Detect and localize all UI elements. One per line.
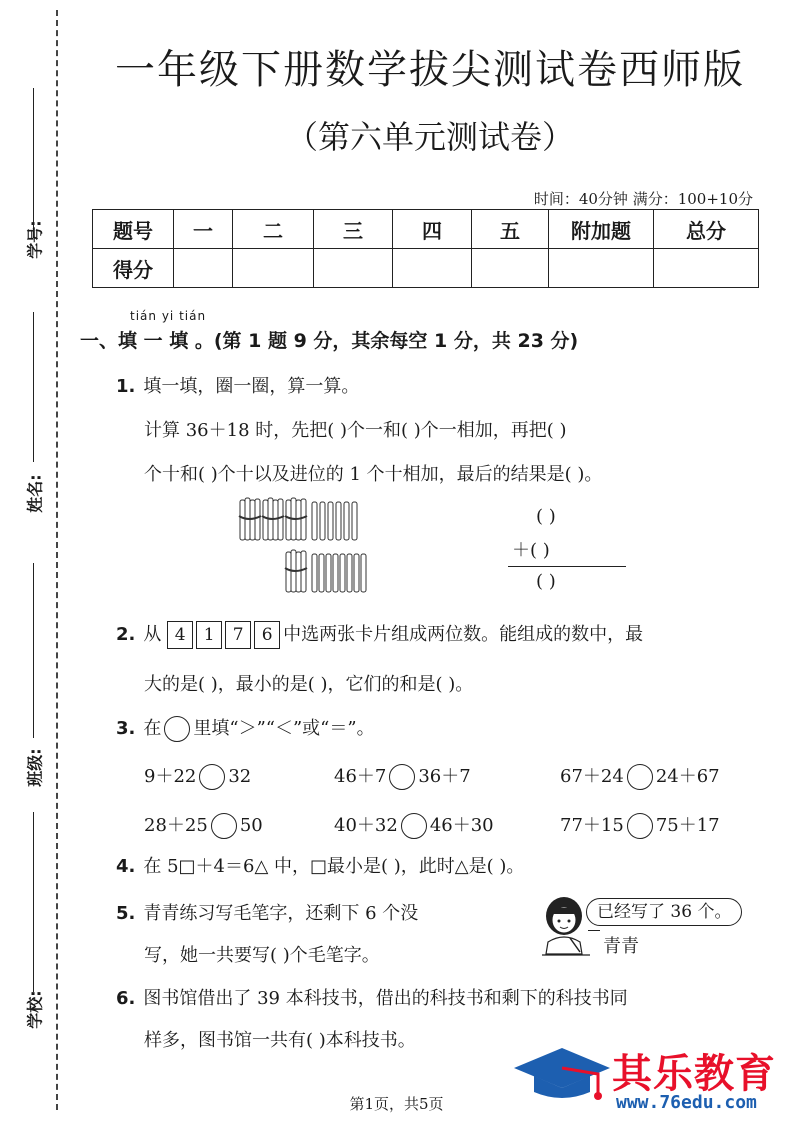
compare-right: 75＋17 <box>655 815 720 836</box>
score-cell[interactable] <box>472 249 549 288</box>
compare-item <box>334 762 471 790</box>
student-id-line <box>33 88 34 238</box>
question-5-text: 青青练习写毛笔字，还剩下 6 个没 <box>143 903 419 924</box>
speech-bubble: 已经写了 36 个。 <box>586 898 742 926</box>
question-number: 4. <box>116 856 136 877</box>
compare-right: 50 <box>239 815 263 836</box>
score-header-row <box>93 210 759 249</box>
class-label: 班级: <box>25 748 45 787</box>
school-line <box>33 812 34 992</box>
score-row-label: 得分 <box>93 249 174 288</box>
question-2-prefix: 从 <box>143 624 162 645</box>
compare-circle[interactable] <box>627 764 653 790</box>
compare-circle[interactable] <box>389 764 415 790</box>
question-3-suffix: 里填“＞”“＜”或“＝”。 <box>193 718 375 739</box>
student-id-label: 学号: <box>25 220 45 259</box>
score-header-cell: 二 <box>233 210 314 249</box>
question-1-line1: 计算 36＋18 时，先把( )个一和( )个一相加，再把( ) <box>144 420 567 441</box>
score-cell[interactable] <box>549 249 654 288</box>
calc-row-2[interactable]: ＋( ) <box>512 540 550 561</box>
section-heading: 一、填 一 填 。(第 1 题 9 分，其余每空 1 分，共 23 分) <box>80 330 579 352</box>
question-4-text: 在 5□＋4＝6△ 中，□最小是( )，此时△是( )。 <box>143 856 525 877</box>
compare-circle[interactable] <box>627 813 653 839</box>
score-header-cell: 附加题 <box>549 210 654 249</box>
compare-right: 46＋30 <box>429 815 494 836</box>
score-cell[interactable] <box>174 249 233 288</box>
question-number: 2. <box>116 624 136 645</box>
compare-item <box>560 811 720 839</box>
circle-icon <box>164 716 190 742</box>
score-cell[interactable] <box>314 249 393 288</box>
compare-left: 46＋7 <box>334 766 387 787</box>
page-title: 一年级下册数学拔尖测试卷西师版 <box>115 47 745 93</box>
score-header-cell: 四 <box>393 210 472 249</box>
class-line <box>33 563 34 738</box>
score-cell[interactable] <box>393 249 472 288</box>
sticks-svg <box>238 496 368 596</box>
score-header-cell: 题号 <box>93 210 174 249</box>
compare-left: 28＋25 <box>144 815 208 836</box>
compare-left: 40＋32 <box>334 815 398 836</box>
number-cards <box>167 621 283 649</box>
score-header-cell: 三 <box>314 210 393 249</box>
number-card: 4 <box>167 621 193 649</box>
compare-circle[interactable] <box>199 764 225 790</box>
compare-item <box>144 762 251 790</box>
compare-circle[interactable] <box>401 813 427 839</box>
score-table <box>92 209 759 288</box>
compare-item <box>334 811 494 839</box>
compare-left: 67＋24 <box>560 766 624 787</box>
question-4 <box>116 852 524 878</box>
question-5-line2: 写，她一共要写( )个毛笔字。 <box>144 945 380 966</box>
score-value-row <box>93 249 759 288</box>
character-name: 青青 <box>603 936 639 957</box>
question-5-line1 <box>116 899 418 925</box>
question-6-line2: 样多，图书馆一共有( )本科技书。 <box>144 1030 416 1051</box>
score-cell[interactable] <box>654 249 759 288</box>
compare-right: 36＋7 <box>418 766 471 787</box>
number-card: 6 <box>254 621 280 649</box>
calc-divider <box>508 566 626 567</box>
binding-dashed-line <box>56 10 58 1110</box>
calc-row-1[interactable]: ( ) <box>536 506 556 527</box>
score-header-cell: 总分 <box>654 210 759 249</box>
question-number: 6. <box>116 988 136 1009</box>
name-line <box>33 312 34 462</box>
compare-right: 32 <box>228 766 252 787</box>
score-header-cell: 一 <box>174 210 233 249</box>
compare-right: 24＋67 <box>655 766 720 787</box>
question-1-line2: 个十和( )个十以及进位的 1 个十相加，最后的结果是( )。 <box>144 464 603 485</box>
number-card: 7 <box>225 621 251 649</box>
score-header-cell: 五 <box>472 210 549 249</box>
page-number: 第1页，共5页 <box>349 1095 444 1113</box>
question-1-title <box>116 372 359 398</box>
page-subtitle: （第六单元测试卷） <box>285 118 574 156</box>
question-number: 5. <box>116 903 136 924</box>
compare-circle[interactable] <box>211 813 237 839</box>
question-text: 填一填，圈一圈，算一算。 <box>143 376 360 397</box>
section-pinyin: tián yi tián <box>130 309 207 323</box>
question-6-text: 图书馆借出了 39 本科技书，借出的科技书和剩下的科技书同 <box>143 988 628 1009</box>
name-label: 姓名: <box>25 474 45 513</box>
question-2-line2: 大的是( )，最小的是( )，它们的和是( )。 <box>144 674 474 695</box>
compare-item <box>560 762 720 790</box>
brand-url: www.76edu.com <box>616 1092 757 1113</box>
brand-name: 其乐教育 <box>612 1051 776 1097</box>
school-label: 学校: <box>25 990 45 1029</box>
question-2-suffix: 中选两张卡片组成两位数。能组成的数中，最 <box>283 624 644 645</box>
score-cell[interactable] <box>233 249 314 288</box>
name-pointer-line <box>588 930 600 931</box>
question-number: 3. <box>116 718 136 739</box>
number-card: 1 <box>196 621 222 649</box>
vertical-calculation <box>508 506 628 601</box>
girl-writing-illustration <box>540 894 592 958</box>
question-6-line1 <box>116 984 628 1010</box>
compare-left: 77＋15 <box>560 815 624 836</box>
time-info: 时间：40分钟 满分：100+10分 <box>533 190 753 208</box>
question-number: 1. <box>116 376 136 397</box>
compare-item <box>144 811 263 839</box>
question-3-title <box>116 714 375 742</box>
calc-row-3[interactable]: ( ) <box>536 571 556 592</box>
compare-left: 9＋22 <box>144 766 197 787</box>
question-2-line1 <box>116 620 643 649</box>
question-3-prefix: 在 <box>143 718 162 739</box>
